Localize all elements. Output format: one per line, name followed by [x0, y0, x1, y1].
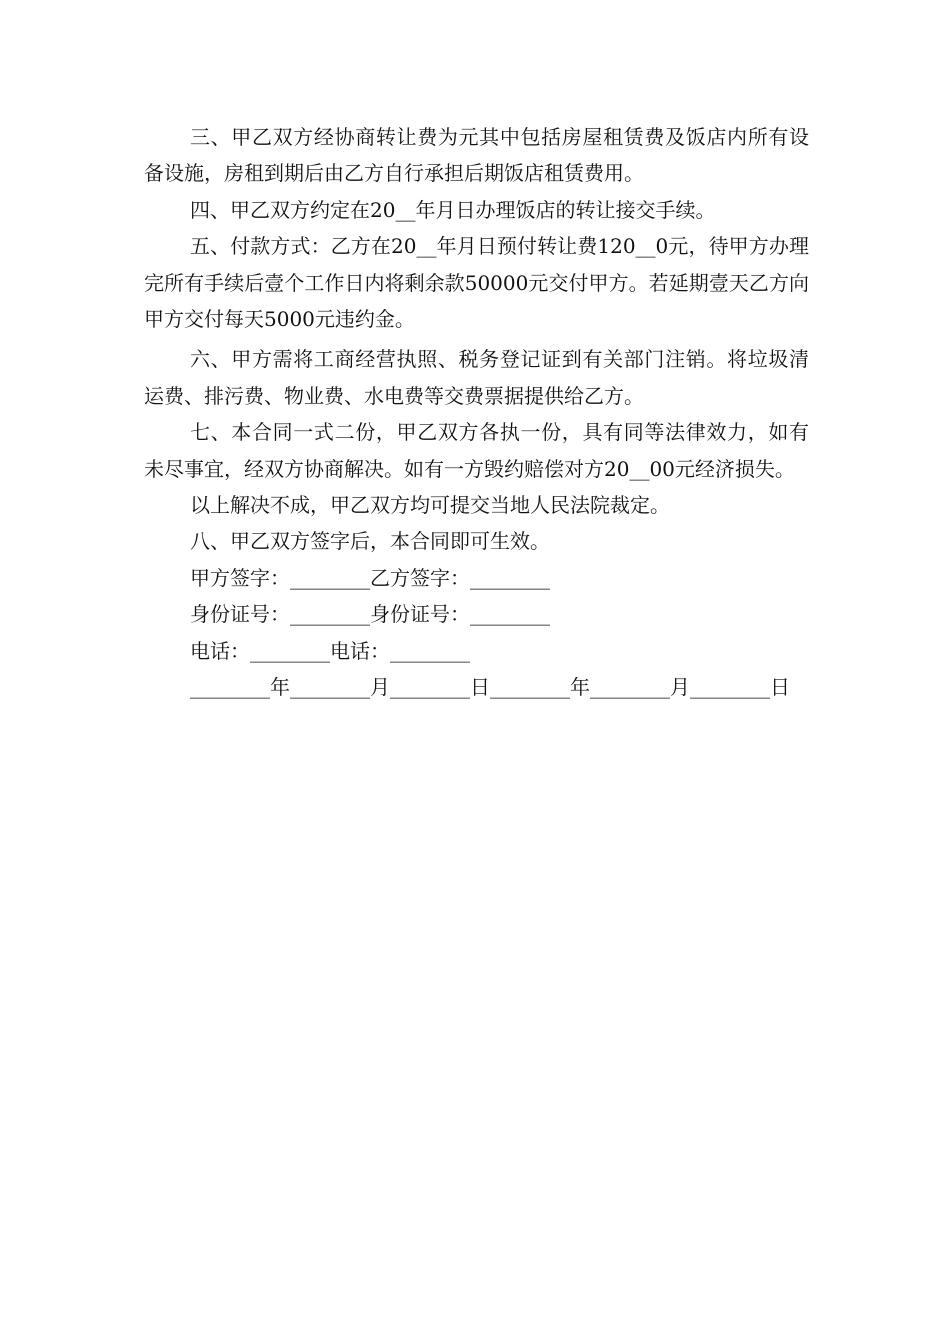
clause-7: 七、本合同一式二份，甲乙双方各执一份，具有同等法律效力，如有未尽事宜，经双方协商解决。如有一方毁约赔偿对方20__00元经济损失。 [144, 420, 809, 481]
dispute-resolution: 以上解决不成，甲乙双方均可提交当地人民法院裁定。 [190, 493, 670, 518]
id-number-line: 身份证号：________身份证号：________ [190, 602, 550, 627]
phone-line: 电话：________电话：________ [190, 638, 470, 663]
date-line: ________年________月________日________年________月________日 [190, 675, 790, 700]
clause-5-payment: 五、付款方式：乙方在20__年月日预付转让费120__0元，待甲方办理完所有手续后壹个工作日内将剩余款50000元交付甲方。若延期壹天乙方向甲方交付每天5000元违约金。 [144, 234, 809, 332]
clause-3: 三、甲乙双方经协商转让费为元其中包括房屋租赁费及饭店内所有设备设施，房租到期后由乙方自行承担后期饭店租赁费用。 [144, 125, 809, 186]
clause-8: 八、甲乙双方签字后，本合同即可生效。 [190, 529, 550, 554]
signature-line: 甲方签字：________乙方签字：________ [190, 565, 550, 590]
clause-4: 四、甲乙双方约定在20__年月日办理饭店的转让接交手续。 [190, 197, 716, 222]
clause-6: 六、甲方需将工商经营执照、税务登记证到有关部门注销。将垃圾清运费、排污费、物业费、水电费等交费票据提供给乙方。 [144, 347, 809, 408]
document-page [144, 119, 809, 706]
